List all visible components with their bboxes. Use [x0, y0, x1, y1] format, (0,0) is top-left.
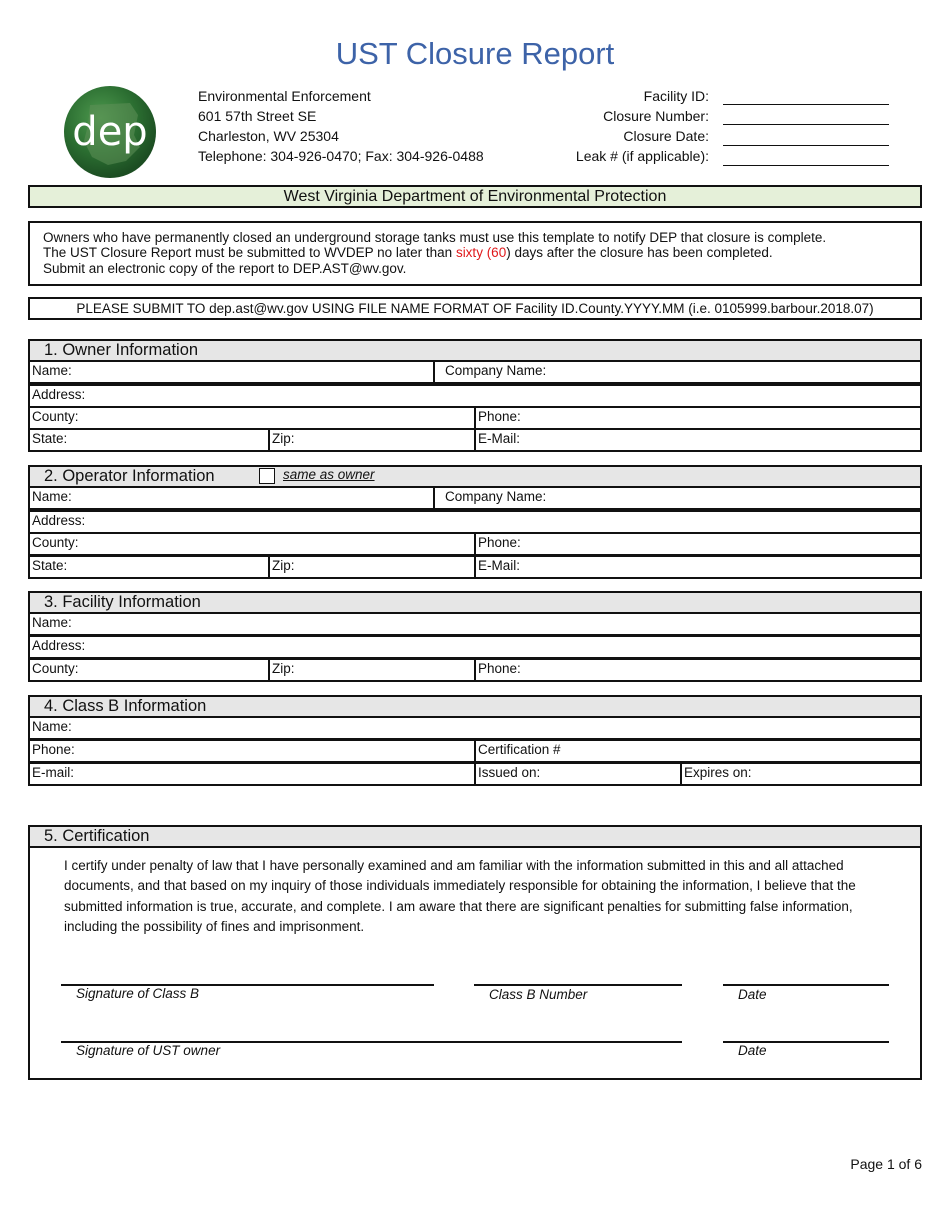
operator-company-field[interactable]: Company Name: [433, 486, 922, 510]
logo-text: dep [72, 109, 148, 155]
classb-email-field[interactable]: E-mail: [28, 762, 476, 786]
classb-section-heading: 4. Class B Information [28, 695, 922, 718]
classb-certification-field[interactable]: Certification # [474, 739, 922, 763]
operator-zip-field[interactable]: Zip: [268, 555, 476, 579]
operator-name-field[interactable]: Name: [28, 486, 435, 510]
owner-address-field[interactable]: Address: [28, 384, 922, 408]
same-as-owner-checkbox[interactable] [259, 468, 275, 484]
classb-expires-field[interactable]: Expires on: [680, 762, 922, 786]
facility-name-field[interactable]: Name: [28, 612, 922, 636]
certification-statement: I certify under penalty of law that I have personally examined and am familiar with the information submitted in this and all attached documents, and that based on my inquiry of those individuals immediately responsible for obtaining the information, I believe that the submitted information is true, accurate, and complete. I am aware that there are significant penalties for submitting false information, including the possibility of fines and imprisonment. [64, 858, 856, 934]
facility-address-field[interactable]: Address: [28, 635, 922, 659]
owner-state-field[interactable]: State: [28, 428, 270, 452]
facility-zip-field[interactable]: Zip: [268, 658, 476, 682]
closure-number-label: Closure Number: [603, 108, 709, 124]
classb-phone-field[interactable]: Phone: [28, 739, 476, 763]
owner-signature-label: Signature of UST owner [76, 1043, 221, 1058]
notice-box [28, 221, 922, 286]
classb-signature-label: Signature of Class B [76, 986, 200, 1001]
address-dept: Environmental Enforcement [198, 88, 371, 104]
classb-date-label: Date [738, 987, 767, 1002]
department-banner: West Virginia Department of Environmental Protection [28, 185, 922, 208]
operator-state-field[interactable]: State: [28, 555, 270, 579]
facility-county-field[interactable]: County: [28, 658, 270, 682]
leak-number-field[interactable] [723, 165, 889, 166]
deadline-highlight: sixty (60 [455, 245, 507, 261]
owner-company-field[interactable]: Company Name: [433, 360, 922, 384]
classb-date-line[interactable] [723, 984, 889, 986]
submit-instructions: PLEASE SUBMIT TO dep.ast@wv.gov USING FILE NAME FORMAT OF Facility ID.County.YYYY.MM (i.e. 0105999.barbour.2018.07) [28, 297, 922, 320]
facility-id-label: Facility ID: [643, 88, 709, 104]
notice-line-1: Owners who have permanently closed an underground storage tanks must use this template to notify DEP that closure is complete. [43, 230, 827, 245]
page-number: Page 1 of 6 [850, 1156, 922, 1172]
notice-line-3: Submit an electronic copy of the report to DEP.AST@wv.gov. [43, 260, 407, 276]
operator-county-field[interactable]: County: [28, 532, 476, 556]
classb-issued-field[interactable]: Issued on: [474, 762, 682, 786]
owner-zip-field[interactable]: Zip: [268, 428, 476, 452]
closure-date-field[interactable] [723, 145, 889, 146]
owner-phone-field[interactable]: Phone: [474, 406, 922, 430]
owner-email-field[interactable]: E-Mail: [474, 428, 922, 452]
facility-phone-field[interactable]: Phone: [474, 658, 922, 682]
owner-section-heading: 1. Owner Information [28, 339, 922, 362]
closure-number-field[interactable] [723, 124, 889, 125]
leak-number-label: Leak # (if applicable): [575, 148, 709, 164]
owner-county-field[interactable]: County: [28, 406, 476, 430]
operator-section-heading: 2. Operator Information [28, 465, 922, 488]
owner-date-label: Date [738, 1043, 767, 1058]
facility-section-heading: 3. Facility Information [28, 591, 922, 614]
same-as-owner-label: same as owner [283, 467, 375, 482]
dep-logo [60, 85, 160, 180]
operator-address-field[interactable]: Address: [28, 510, 922, 534]
classb-name-field[interactable]: Name: [28, 716, 922, 740]
certification-section-heading: 5. Certification [28, 825, 922, 848]
facility-id-field[interactable] [723, 104, 889, 105]
operator-email-field[interactable]: E-Mail: [474, 555, 922, 579]
notice-line-2: The UST Closure Report must be submitted to WVDEP no later than sixty (60) days after the closure has been completed. [43, 245, 773, 261]
address-phone: Telephone: 304-926-0470; Fax: 304-926-0488 [198, 148, 484, 164]
operator-phone-field[interactable]: Phone: [474, 532, 922, 556]
closure-date-label: Closure Date: [623, 128, 709, 144]
classb-number-line[interactable] [474, 984, 682, 986]
page-title: UST Closure Report [335, 36, 615, 71]
address-street: 601 57th Street SE [198, 108, 317, 124]
classb-number-label: Class B Number [489, 987, 588, 1002]
address-city: Charleston, WV 25304 [198, 128, 339, 144]
owner-name-field[interactable]: Name: [28, 360, 435, 384]
